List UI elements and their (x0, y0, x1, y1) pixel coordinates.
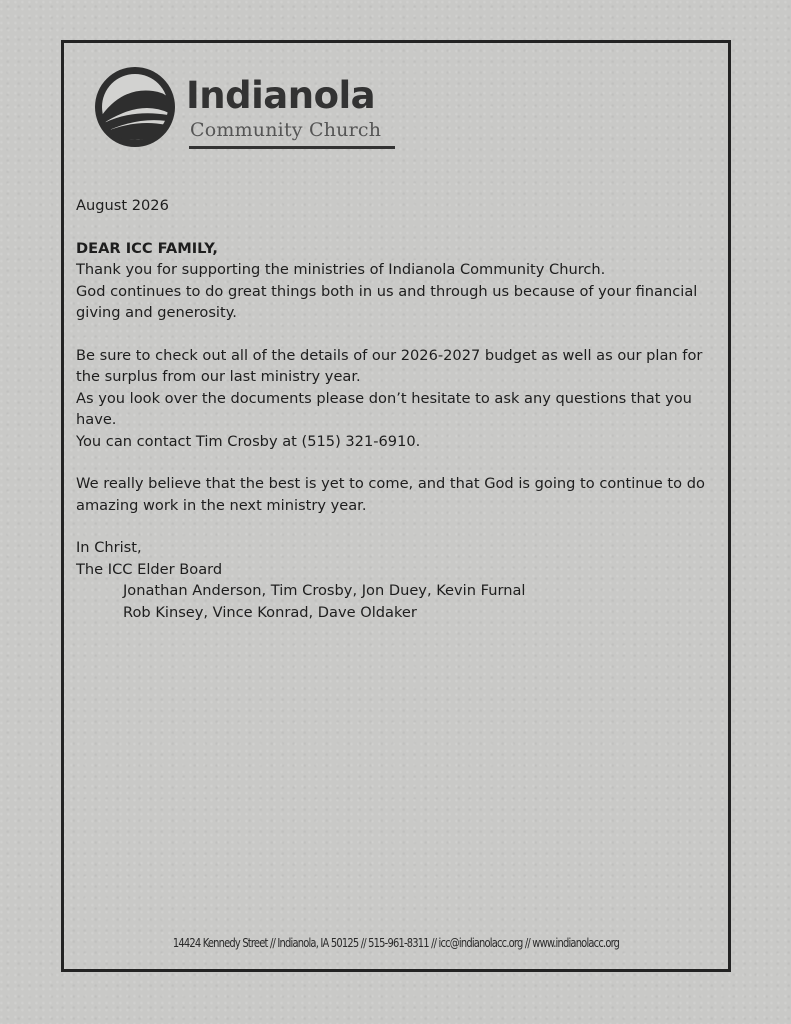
logo-subtitle: Community Church (190, 119, 382, 141)
paragraph-1-line-1: Thank you for supporting the ministries of Indianola Community Church. (76, 261, 606, 278)
letter-date: August 2026 (76, 197, 169, 214)
church-logo (93, 65, 403, 155)
paragraph-2-line-1: Be sure to check out all of the details of our 2026-2027 budget as well as our plan for the surplus from our last ministry year. (76, 346, 703, 385)
closing: In Christ, (76, 539, 142, 556)
logo-name: Indianola (186, 74, 376, 117)
paragraph-2-line-2: As you look over the documents please don’t hesitate to ask any questions that you have. (76, 389, 692, 428)
paragraph-1-line-2: God continues to do great things both in us and through us because of your financial giving and generosity. (76, 282, 698, 321)
elder-names-line-1: Jonathan Anderson, Tim Crosby, Jon Duey, Kevin Furnal (123, 582, 526, 599)
paragraph-3: We really believe that the best is yet to come, and that God is going to continue to do amazing work in the next ministry year. (76, 475, 705, 514)
salutation: DEAR ICC FAMILY, (76, 239, 218, 257)
church-logo-icon (93, 65, 177, 149)
letter-body (76, 195, 716, 623)
elder-names-line-2: Rob Kinsey, Vince Konrad, Dave Oldaker (123, 603, 417, 621)
footer-contact: 14424 Kennedy Street // Indianola, IA 50125 // 515-961-8311 // icc@indianolacc.org // www.indianolacc.org (172, 935, 620, 950)
signatory: The ICC Elder Board (76, 560, 223, 578)
paragraph-2-line-3: You can contact Tim Crosby at (515) 321-6910. (76, 432, 421, 450)
logo-underline (189, 146, 395, 149)
